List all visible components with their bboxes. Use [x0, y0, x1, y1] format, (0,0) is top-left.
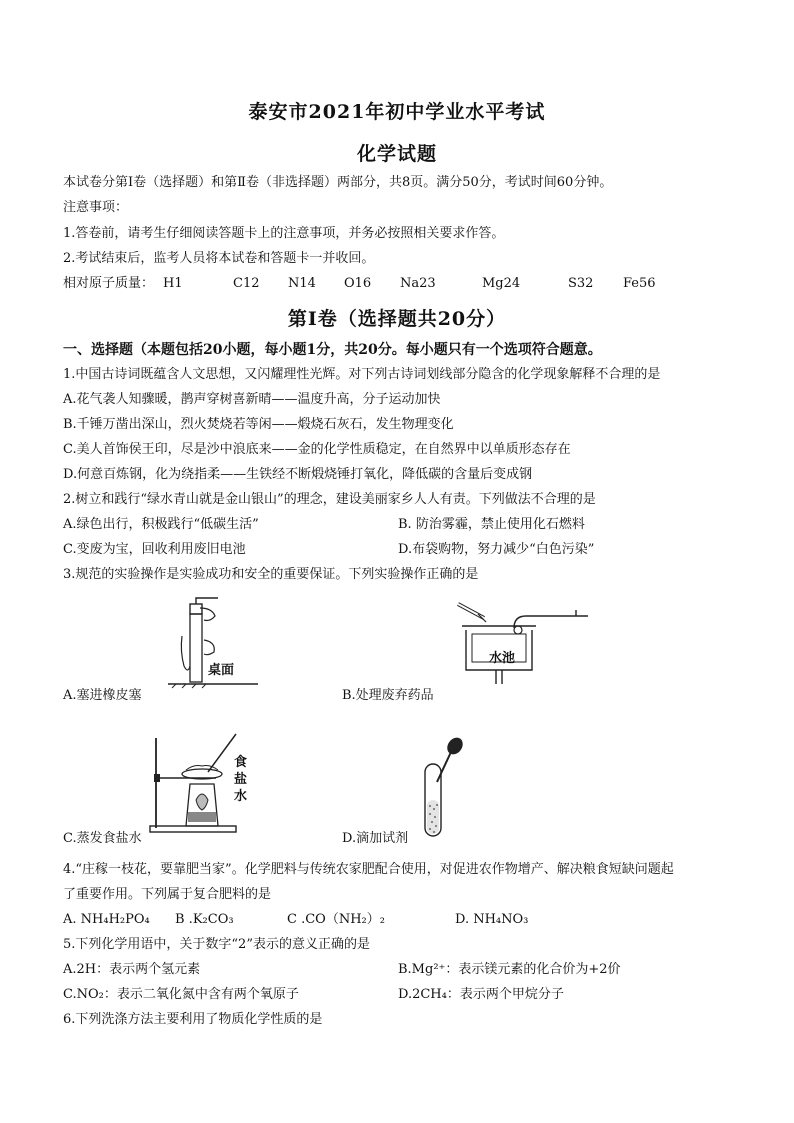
question-stem: 2.树立和践行“绿水青山就是金山银山”的理念，建设美丽家乡人人有责。下列做法不合理的是 [63, 492, 596, 507]
atomic-mass: N14 [288, 276, 316, 291]
note-2: 2.考试结束后，监考人员将本试卷和答题卡一并收回。 [63, 251, 375, 266]
option-b: B.处理废弃药品 [342, 688, 434, 703]
option-b: B.Mg²⁺：表示镁元素的化合价为+2价 [398, 962, 621, 977]
option-d: D.布袋购物，努力减少“白色污染” [398, 542, 595, 557]
option-b: B.千锤万凿出深山，烈火焚烧若等闲——煅烧石灰石，发生物理变化 [63, 417, 454, 432]
section-title: 第Ⅰ卷（选择题共20分） [287, 308, 507, 330]
exam-title: 泰安市2021年初中学业水平考试 [248, 101, 546, 123]
option-a: A. NH₄H₂PO₄ [63, 912, 150, 927]
note-1: 1.答卷前，请考生仔细阅读答题卡上的注意事项，并务必按照相关要求作答。 [63, 226, 505, 241]
question-stem: 5.下列化学用语中，关于数字“2”表示的意义正确的是 [63, 937, 370, 952]
atomic-mass: Fe56 [623, 276, 656, 291]
subject-title: 化学试题 [356, 143, 437, 165]
atomic-mass: H1 [163, 276, 183, 291]
figure-label-salt-water: 食盐水 [234, 755, 248, 804]
question-stem: 3.规范的实验操作是实验成功和安全的重要保证。下列实验操作正确的是 [63, 567, 479, 582]
option-a: A.花气袭人知骤暖，鹊声穿树喜新晴——温度升高，分子运动加快 [63, 392, 441, 407]
option-c: C.NO₂：表示二氧化氮中含有两个氧原子 [63, 987, 299, 1002]
option-d: D.滴加试剂 [342, 831, 409, 846]
figure-evaporation [146, 730, 256, 840]
notes-heading: 注意事项： [63, 200, 129, 215]
option-b: B .K₂CO₃ [175, 912, 234, 927]
atomic-mass: S32 [568, 276, 594, 291]
option-a: A.2H：表示两个氢元素 [63, 962, 201, 977]
atomic-mass: Na23 [400, 276, 436, 291]
atomic-mass: Mg24 [482, 276, 521, 291]
atomic-label: 相对原子质量： [63, 276, 155, 291]
atomic-mass: O16 [344, 276, 372, 291]
option-d: D.2CH₄：表示两个甲烷分子 [398, 987, 564, 1002]
option-a: A.塞进橡皮塞 [63, 688, 142, 703]
figure-label-desk: 桌面 [208, 663, 235, 678]
question-stem: 4.“庄稼一枝花，要靠肥当家”。化学肥料与传统农家肥配合使用，对促进农作物增产、解决粮食短缺问题起 [63, 862, 674, 877]
figure-label-sink: 水池 [489, 651, 516, 666]
option-d: D. NH₄NO₃ [455, 912, 529, 927]
atomic-masses-row [63, 275, 703, 293]
option-c: C.美人首饰侯王印，尽是沙中浪底来——金的化学性质稳定，在自然界中以单质形态存在 [63, 442, 571, 457]
intro-line: 本试卷分第Ⅰ卷（选择题）和第Ⅱ卷（非选择题）两部分，共8页。满分50分，考试时间60分钟。 [63, 175, 613, 190]
option-c: C.蒸发食盐水 [63, 831, 142, 846]
question-stem: 1.中国古诗词既蕴含人文思想，又闪耀理性光辉。对下列古诗词划线部分隐含的化学现象解释不合理的是 [63, 367, 661, 382]
question-stem-continued: 了重要作用。下列属于复合肥料的是 [63, 887, 272, 902]
question-stem: 6.下列洗涤方法主要利用了物质化学性质的是 [63, 1012, 323, 1027]
figure-stopper-insert [160, 596, 260, 696]
section-heading: 一、选择题（本题包括20小题，每小题1分，共20分。每小题只有一个选项符合题意。 [63, 342, 602, 358]
option-a: A.绿色出行，积极践行“低碳生活” [63, 517, 259, 532]
option-d: D.何意百炼钢，化为绕指柔——生铁经不断煅烧锤打氧化，降低碳的含量后变成钢 [63, 467, 533, 482]
option-b: B. 防治雾霾，禁止使用化石燃料 [398, 517, 585, 532]
option-c: C .CO（NH₂）₂ [287, 912, 385, 927]
option-c: C.变废为宝，回收利用废旧电池 [63, 542, 246, 557]
atomic-mass: C12 [233, 276, 260, 291]
figure-waste-disposal [452, 600, 592, 692]
figure-dropper [415, 736, 475, 840]
